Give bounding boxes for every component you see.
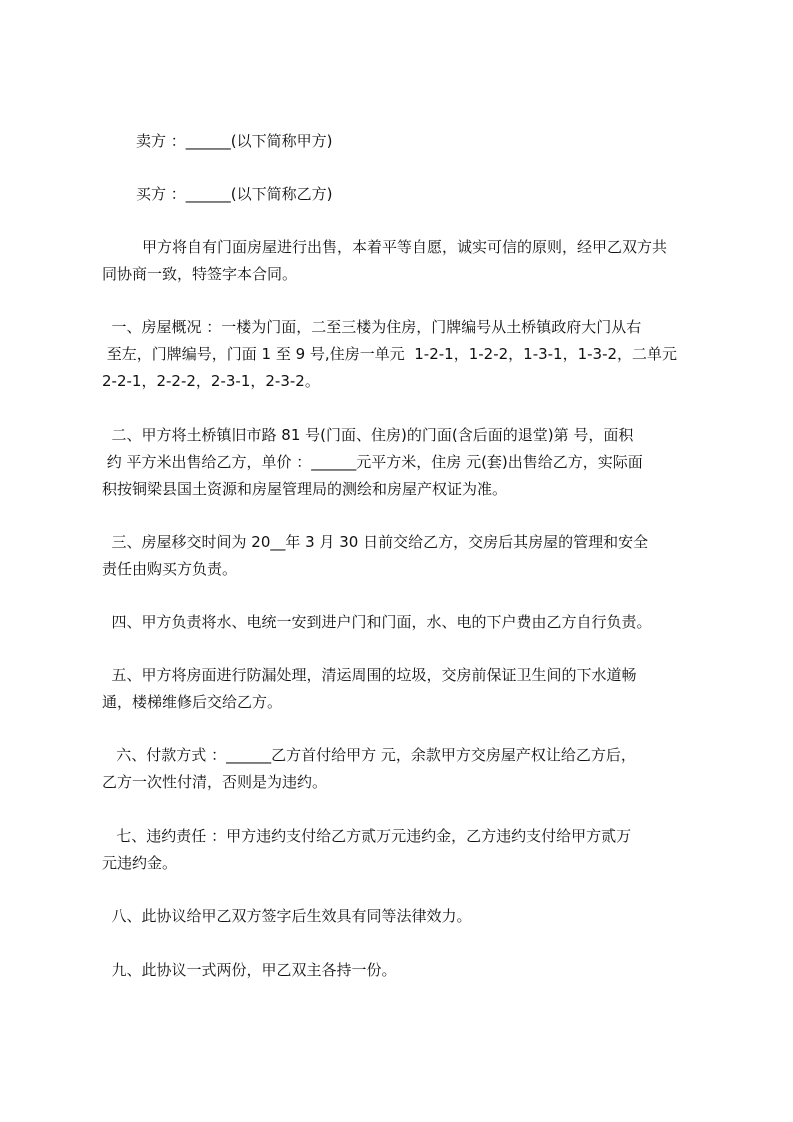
clause1-line-1: 一、房屋概况 ：一楼为门面，二至三楼为住房，门牌编号从土桥镇政府大门从右 <box>102 318 642 336</box>
clause4-line-1: 四、甲方负责将水、电统一安到进户门和门面，水、电的下户费由乙方自行负责。 <box>102 613 652 631</box>
buyer-line: 买方 ：______(以下简称乙方) <box>136 185 333 203</box>
clause3-line-1: 三、房屋移交时间为 20__年 3 月 30 日前交给乙方，交房后其房屋的管理和安全 <box>102 533 649 551</box>
clause2-line-2: 约 平方米出售给乙方，单价 ：______元平方米，住房 元(套)出售给乙方，实际面 <box>102 453 643 471</box>
clause5-line-1: 五、甲方将房面进行防漏处理，清运周围的垃圾，交房前保证卫生间的下水道畅 <box>102 666 637 684</box>
clause2-line-1: 二、甲方将土桥镇旧市路 81 号(门面、住房)的门面(含后面的退堂)第 号，面积 <box>102 426 634 444</box>
clause6-line-1: 六、付款方式 ：______乙方首付给甲方 元，余款甲方交房屋产权让给乙方后， <box>102 746 636 764</box>
clause7-line-2: 元违约金。 <box>102 854 178 872</box>
clause5-line-2: 通，楼梯维修后交给乙方。 <box>102 693 283 711</box>
seller-line: 卖方 ：______(以下简称甲方) <box>136 132 333 150</box>
clause1-line-2: 至左，门牌编号，门面 1 至 9 号,住房一单元 1-2-1，1-2-2，1-3-1，1-3-2，二单元 <box>102 345 678 363</box>
clause9-line-1: 九、此协议一式两份，甲乙双主各持一份。 <box>102 961 397 979</box>
clause7-line-1: 七、违约责任 ：甲方违约支付给乙方贰万元违约金，乙方违约支付给甲方贰万 <box>102 827 632 845</box>
clause1-line-3: 2-2-1，2-2-2，2-3-1，2-3-2。 <box>102 372 320 390</box>
clause8-line-1: 八、此协议给甲乙双方签字后生效具有同等法律效力。 <box>102 907 472 925</box>
clause6-line-2: 乙方一次性付清，否则是为违约。 <box>102 773 328 791</box>
clause2-line-3: 积按铜梁县国土资源和房屋管理局的测绘和房屋产权证为准。 <box>102 480 508 498</box>
intro-line-2: 同协商一致，特签字本合同。 <box>102 265 298 283</box>
intro-line-1: 甲方将自有门面房屋进行出售，本着平等自愿，诚实可信的原则，经甲乙双方共 <box>142 238 668 256</box>
clause3-line-2: 责任由购买方负责。 <box>102 560 238 578</box>
